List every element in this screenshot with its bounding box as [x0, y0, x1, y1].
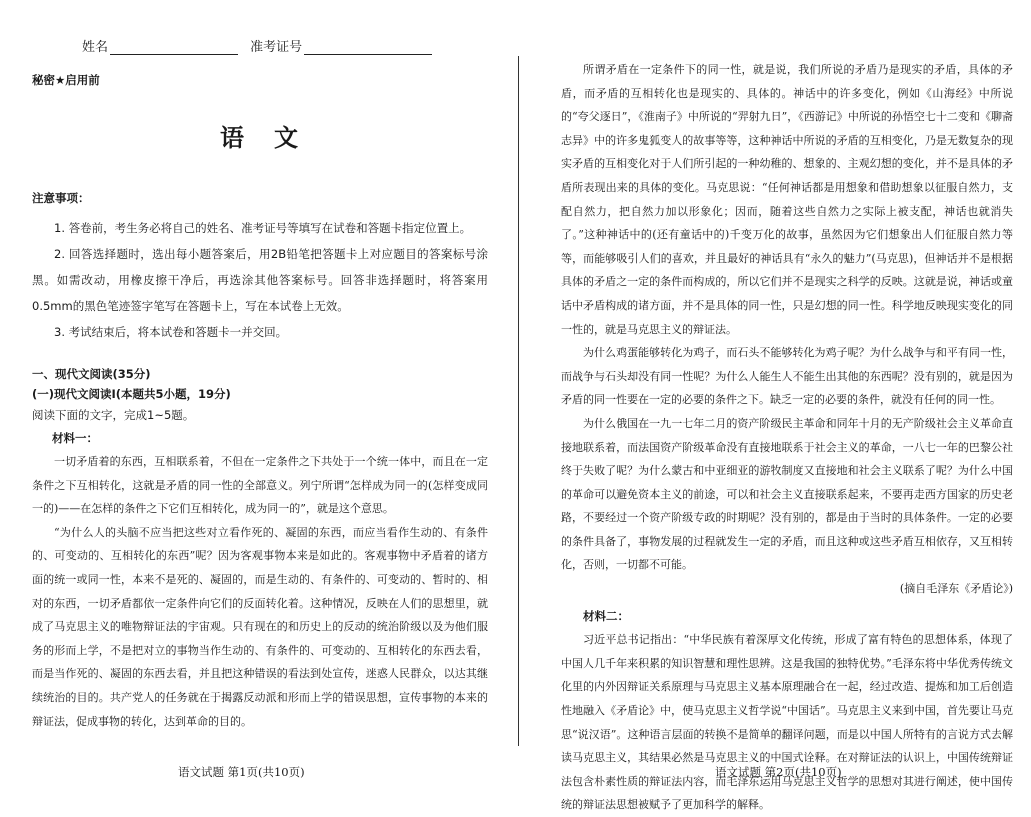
notice-heading: 注意事项：	[32, 191, 90, 205]
subsection-heading: (一)现代文阅读Ⅰ(本题共5小题，19分)	[32, 387, 231, 401]
notice-item: 3. 考试结束后，将本试卷和答题卡一并交回。	[54, 325, 288, 339]
footer-page-number: 语文试题 第2页(共10页)	[715, 765, 842, 779]
source-citation: (摘自毛泽东《矛盾论》)	[899, 582, 1013, 596]
notice-item: 1. 答卷前，考生务必将自己的姓名、准考证号等填写在试卷和答题卡指定位置上。	[54, 221, 472, 235]
paragraph: 为什么俄国在一九一七年二月的资产阶级民主革命和同年十月的无产阶级社会主义革命直接地联系着，而法国资产阶级革命没有直接地联系于社会主义的革命，一八七一年的巴黎公社终于失败了呢？为什么蒙古和中亚细亚的游牧制度又直接地和社会主义联系了呢？为什么中国的革命可以避免资本主义的前途，可以和社会主义直接联系起来，不要再走西方国家的历史老路，不要经过一个资产阶级专政的时期呢？没有别的，都是由于当时的具体条件。一定的必要的条件具备了，事物发展的过程就发生一定的矛盾，而且这种或这些矛盾互相依存，又互相转化，否则，一切都不可能。	[561, 416, 1013, 572]
notice-section	[32, 190, 488, 345]
notice-item: 2. 回答选择题时，选出每小题答案后，用2B铅笔把答题卡上对应题目的答案标号涂黑。如需改动，用橡皮擦干净后，再选涂其他答案标号。回答非选择题时，将答案用0.5mm的黑色笔迹签字笔写在答题卡上，写在本试卷上无效。	[32, 247, 488, 313]
name-blank	[110, 42, 238, 55]
material2-label: 材料二：	[583, 608, 629, 623]
column-divider	[518, 56, 519, 746]
material1-body	[32, 450, 488, 733]
secret-mark: 秘密★启用前	[32, 73, 100, 87]
paragraph: 所谓矛盾在一定条件下的同一性，就是说，我们所说的矛盾乃是现实的矛盾，具体的矛盾，而矛盾的互相转化也是现实的、具体的。神话中的许多变化，例如《山海经》中所说的“夸父逐日”，《淮南子》中所说的“羿射九日”，《西游记》中所说的孙悟空七十二变和《聊斋志异》中的许多鬼狐变人的故事等等，这种神话中所说的矛盾的互相变化，乃是无数复杂的现实矛盾的互相变化对于人们所引起的一种幼稚的、想象的、主观幻想的变化，并不是具体的矛盾所表现出来的具体的变化。马克思说：“任何神话都是用想象和借助想象以征服自然力，支配自然力，把自然力加以形象化；因而，随着这些自然力之实际上被支配，神话也就消失了。”这种神话中的(还有童话中的)千变万化的故事，虽然因为它们想象出人们征服自然力等等，而能够吸引人们的喜欢，并且最好的神话具有“永久的魅力”(马克思)，但神话并不是根据具体的矛盾之一定的条件而构成的，所以它们并不是现实之科学的反映。这就是说，神话或童话中矛盾构成的诸方面，并不是具体的同一性，只是幻想的同一性。科学地反映现实变化的同一性的，就是马克思主义的辩证法。	[561, 63, 1013, 336]
paragraph: 一切矛盾着的东西，互相联系着，不但在一定条件之下共处于一个统一体中，而且在一定条件之下互相转化，这就是矛盾的同一性的全部意义。列宁所谓“怎样成为同一的(怎样变成同一的)——在怎样的条件之下它们互相转化，成为同一的”，就是这个意思。	[32, 455, 488, 516]
section-heading: 一、现代文阅读(35分)	[32, 367, 151, 381]
page-2	[521, 0, 1031, 812]
name-label: 姓名	[82, 40, 109, 55]
material2-body: 习近平总书记指出：“中华民族有着深厚文化传统，形成了富有特色的思想体系，体现了中国人几千年来积累的知识智慧和理性思辨。这是我国的独特优势。”毛泽东将中华优秀传统文化里的内外因辩证关系原理与马克思主义基本原理融合在一起，经过改造、提炼和加工后创造性地融入《矛盾论》中，使马克思主义哲学说“中国话”。马克思主义来到中国，首先要让马克思“说汉语”。这种语言层面的转换不是简单的翻译问题，而是以中国人所特有的言说方式去解读马克思主义，其结果必然是马克思主义的中国式诠释。在对辩证法的认识上，中国传统辩证法包含朴素性质的辩证法内容，而毛泽东运用马克思主义哲学的思想对其进行阐述，使中国传统的辩证法思想被赋予了更加科学的解释。	[561, 633, 1013, 812]
material1-continued	[561, 58, 1013, 817]
paragraph: 为什么鸡蛋能够转化为鸡子，而石头不能够转化为鸡子呢？为什么战争与和平有同一性，而战争与石头却没有同一性呢？为什么人能生人不能生出其他的东西呢？没有别的，就是因为矛盾的同一性要在一定的必要的条件之下。缺乏一定的必要的条件，就没有任何的同一性。	[561, 346, 1013, 407]
instruction: 阅读下面的文字，完成1~5题。	[32, 408, 195, 422]
id-label: 准考证号	[250, 40, 303, 55]
id-blank	[304, 42, 432, 55]
page-title: 语文	[220, 123, 328, 152]
paragraph: “为什么人的头脑不应当把这些对立看作死的、凝固的东西，而应当看作生动的、有条件的、可变动的、互相转化的东西”呢？因为客观事物本来是如此的。客观事物中矛盾着的诸方面的统一或同一性，本来不是死的、凝固的，而是生动的、有条件的、可变动的、暂时的、相对的东西，一切矛盾都依一定条件向它们的反面转化着。这种情况，反映在人们的思想里，就成了马克思主义的唯物辩证法的宇宙观。只有现在的和历史上的反动的统治阶级以及为他们服务的形而上学，不是把对立的事物当作生动的、有条件的、可变动的、互相转化的东西去看，而是当作死的、凝固的东西去看，并且把这种错误的看法到处宣传，迷惑人民群众，以达其继续统治的目的。共产党人的任务就在于揭露反动派和形而上学的错误思想，宣传事物的本来的辩证法，促成事物的转化，达到革命的目的。	[32, 525, 488, 728]
footer-page-number: 语文试题 第1页(共10页)	[178, 765, 305, 779]
material1-label: 材料一：	[52, 431, 98, 445]
candidate-info-line	[82, 36, 432, 55]
page-1	[0, 0, 518, 800]
